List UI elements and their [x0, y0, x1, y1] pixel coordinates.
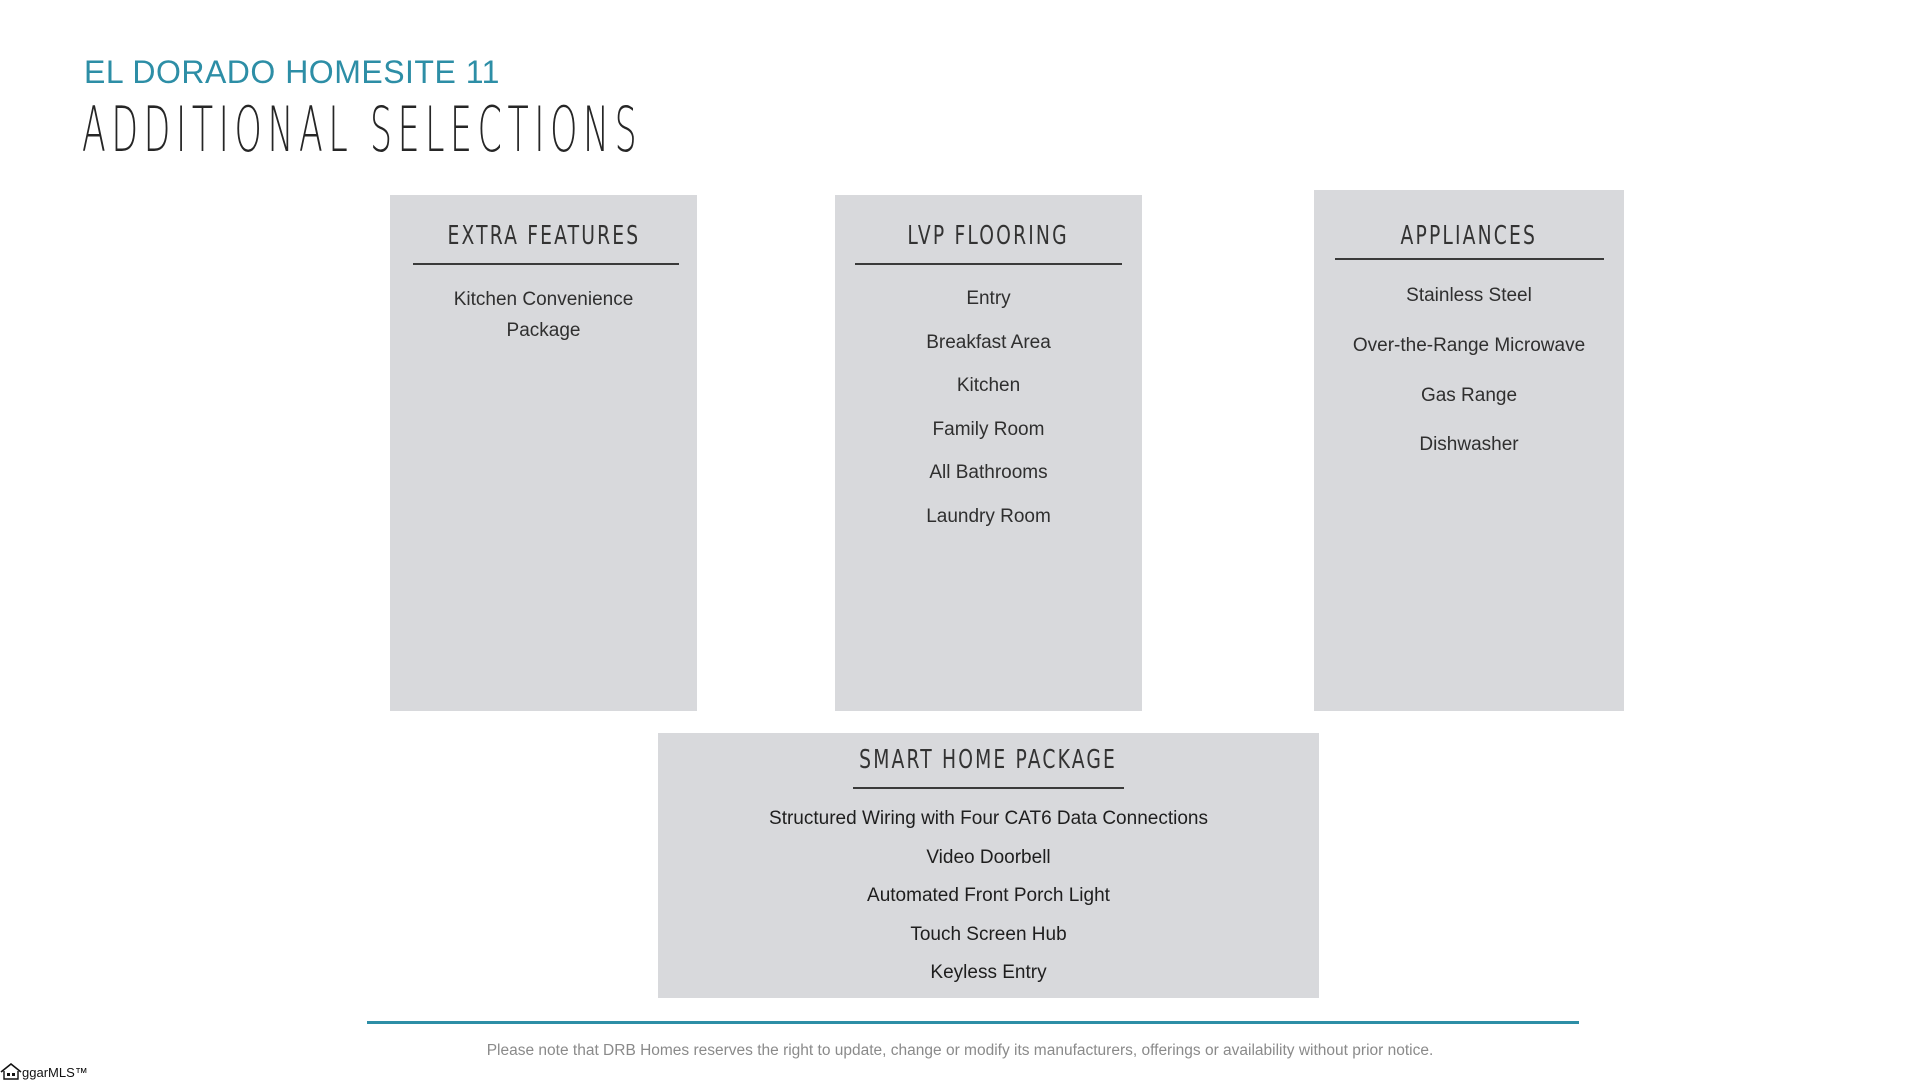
footer-divider: [367, 1021, 1579, 1024]
list-item: Breakfast Area: [926, 331, 1051, 353]
list-item: Gas Range: [1420, 384, 1518, 406]
list-item: Over-the-Range Microwave: [1352, 334, 1586, 356]
list-item: Video Doorbell: [926, 846, 1051, 868]
appliances-heading: APPLIANCES: [1400, 221, 1538, 251]
list-item: Keyless Entry: [930, 962, 1047, 984]
lvp-flooring-heading: LVP FLOORING: [907, 221, 1070, 251]
house-icon: [0, 1063, 22, 1080]
lvp-flooring-panel: [835, 195, 1142, 711]
list-item: Structured Wiring with Four CAT6 Data Connections: [769, 808, 1208, 829]
appliances-panel: [1314, 190, 1624, 711]
panel-heading: [658, 745, 1319, 775]
heading-divider: [855, 263, 1122, 265]
list-item: Laundry Room: [926, 505, 1051, 527]
panel-heading: [390, 221, 697, 251]
disclaimer-note: Please note that DRB Homes reserves the right to update, change or modify its manufacturers, offerings or availability without prior notice.: [486, 1042, 1434, 1059]
list-item: Dishwasher: [1419, 434, 1519, 456]
list-item: Touch Screen Hub: [910, 923, 1067, 945]
list-item: Kitchen Convenience Package: [453, 289, 634, 341]
heading-divider: [853, 787, 1124, 789]
smart-home-panel: [658, 733, 1319, 998]
mls-logo-text: ggarMLS™: [22, 1065, 88, 1080]
list-item: Kitchen: [956, 375, 1021, 397]
extra-features-heading: EXTRA FEATURES: [447, 221, 640, 251]
list-item: Automated Front Porch Light: [867, 885, 1110, 907]
extra-features-panel: [390, 195, 697, 711]
appliances-list: [1314, 271, 1624, 470]
list-item: Family Room: [932, 418, 1045, 440]
heading-divider: [1335, 258, 1604, 260]
extra-features-list: [390, 284, 697, 346]
mls-logo: [0, 1063, 88, 1080]
panel-heading: [1314, 221, 1624, 251]
page-title: ADDITIONAL SELECTIONS: [82, 93, 643, 166]
lvp-flooring-list: [835, 277, 1142, 539]
page-subtitle: EL DORADO HOMESITE 11: [84, 54, 500, 90]
smart-home-heading: SMART HOME PACKAGE: [859, 745, 1118, 775]
list-item: Entry: [966, 288, 1011, 309]
list-item: Stainless Steel: [1406, 285, 1532, 306]
panel-heading: [835, 221, 1142, 251]
smart-home-list: [658, 800, 1319, 993]
list-item: All Bathrooms: [929, 462, 1048, 484]
heading-divider: [413, 263, 679, 265]
